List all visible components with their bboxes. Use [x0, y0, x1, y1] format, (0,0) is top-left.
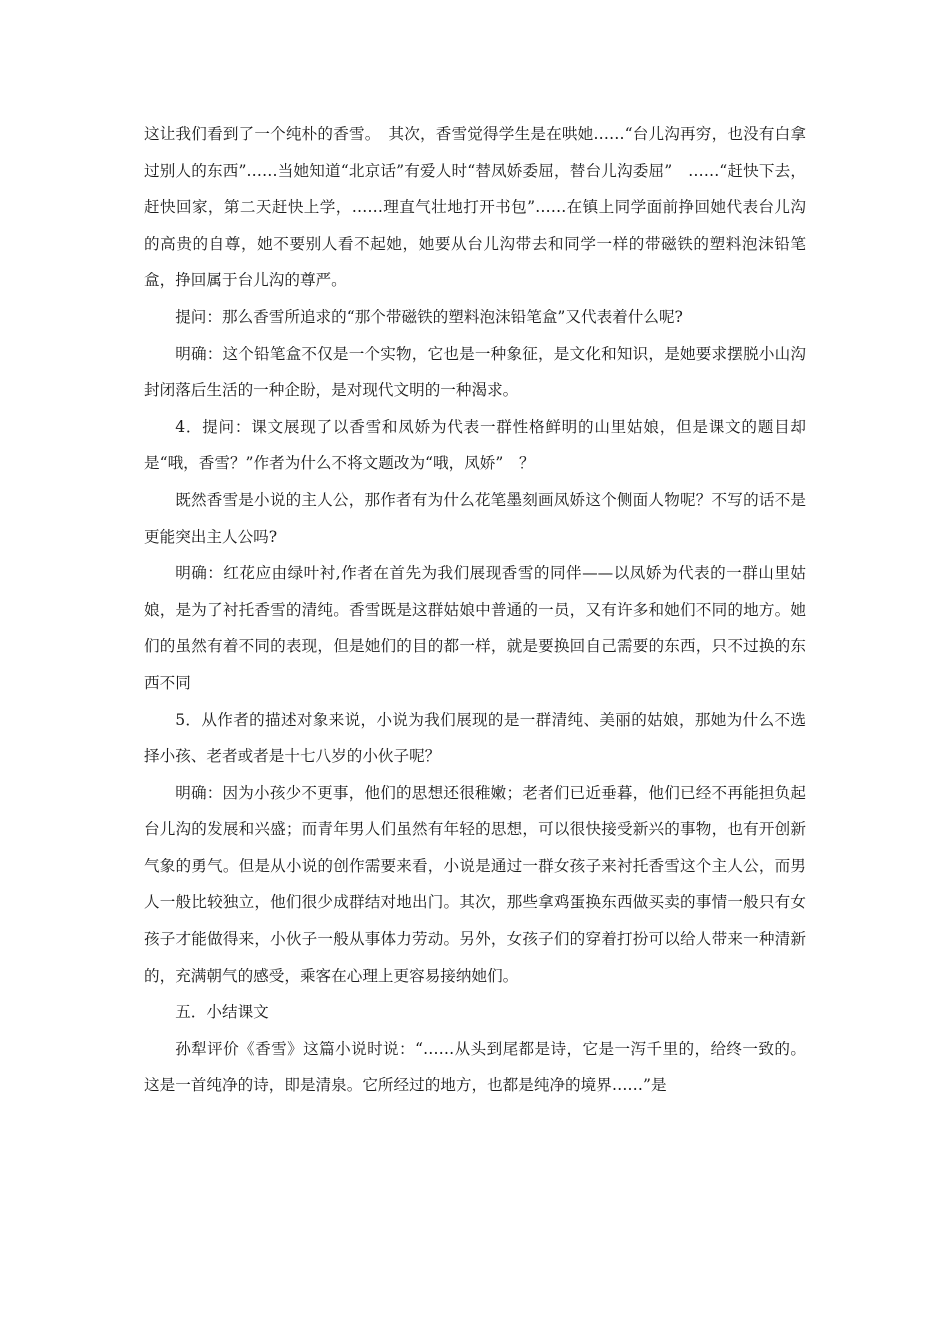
paragraph: 4．提问：课文展现了以香雪和凤娇为代表一群性格鲜明的山里姑娘，但是课文的题目却是“哦，香雪？”作者为什么不将文题改为“哦，凤娇” ？: [144, 417, 806, 473]
paragraph: 5．从作者的描述对象来说，小说为我们展现的是一群清纯、美丽的姑娘，那她为什么不选择小孩、老者或者是十七八岁的小伙子呢？: [144, 710, 806, 766]
paragraph: 明确：因为小孩少不更事，他们的思想还很稚嫩；老者们已近垂暮，他们已经不再能担负起台儿沟的发展和兴盛；而青年男人们虽然有年轻的思想，可以很快接受新兴的事物，也有开创新气象的勇气。但是从小说的创作需要来看，小说是通过一群女孩子来衬托香雪这个主人公，而男人一般比较独立，他们很少成群结对地出门。其次，那些拿鸡蛋换东西做买卖的事情一般只有女孩子才能做得来，小伙子一般从事体力劳动。另外，女孩子们的穿着打扮可以给人带来一种清新的，充满朝气的感受，乘客在心理上更容易接纳她们。: [144, 783, 806, 985]
paragraph: 明确：红花应由绿叶衬,作者在首先为我们展现香雪的同伴——以凤娇为代表的一群山里姑娘，是为了衬托香雪的清纯。香雪既是这群姑娘中普通的一员，又有许多和她们不同的地方。她们的虽然有着不同的表现，但是她们的目的都一样，就是要换回自己需要的东西，只不过换的东西不同: [144, 564, 806, 692]
paragraph: 这让我们看到了一个纯朴的香雪。 其次，香雪觉得学生是在哄她……“台儿沟再穷，也没有白拿过别人的东西”……当她知道“北京话”有爱人时“替凤娇委屈，替台儿沟委屈” ……“赶快下去，赶快回家，第二天赶快上学，……理直气壮地打开书包”……在镇上同学面前挣回她代表台儿沟的高贵的自尊，她不要别人看不起她，她要从台儿沟带去和同学一样的带磁铁的塑料泡沫铅笔盒，挣回属于台儿沟的尊严。: [144, 125, 806, 290]
paragraph: 提问：那么香雪所追求的“那个带磁铁的塑料泡沫铅笔盒”又代表着什么呢?: [175, 307, 683, 326]
paragraph: 孙犁评价《香雪》这篇小说时说：“……从头到尾都是诗，它是一泻千里的，给终一致的。这是一首纯净的诗，即是清泉。它所经过的地方，也都是纯净的境界……”是: [144, 1039, 806, 1095]
paragraph: 既然香雪是小说的主人公，那作者有为什么花笔墨刻画凤娇这个侧面人物呢？不写的话不是更能突出主人公吗?: [144, 490, 806, 546]
section-heading: 五．小结课文: [175, 1003, 269, 1022]
document-body: [144, 116, 806, 1104]
paragraph: 明确：这个铅笔盒不仅是一个实物，它也是一种象征，是文化和知识，是她要求摆脱小山沟封闭落后生活的一种企盼，是对现代文明的一种渴求。: [144, 344, 806, 400]
